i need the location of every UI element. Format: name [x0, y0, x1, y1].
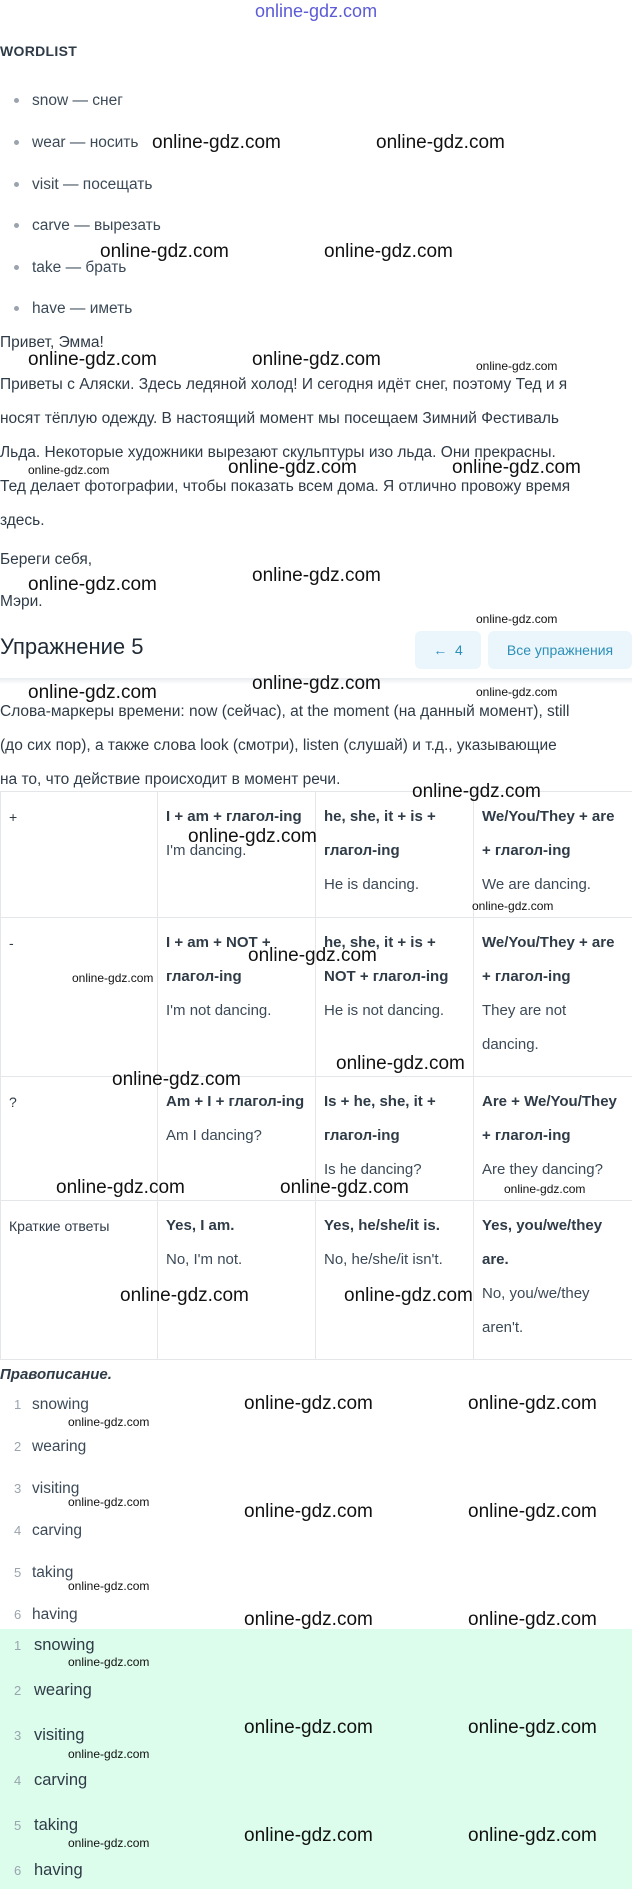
watermark: online-gdz.com — [344, 1285, 473, 1306]
bullet-icon — [14, 223, 19, 228]
prev-exercise-button[interactable]: ← 4 — [415, 631, 481, 669]
watermark: online-gdz.com — [468, 1393, 597, 1414]
table-cell: I + am + NOT + глагол-ing I'm not dancing. — [158, 918, 316, 1077]
wordlist-item: snow — снег — [14, 92, 123, 110]
table-cell: Yes, you/we/they are. No, you/we/they aren't. — [474, 1201, 632, 1360]
letter-closing: Береги себя, — [0, 551, 93, 568]
watermark: online-gdz.com — [336, 1053, 465, 1074]
watermark: online-gdz.com — [68, 1415, 150, 1429]
watermark: online-gdz.com — [244, 1501, 373, 1522]
answer-item: 1 snowing — [14, 1636, 95, 1654]
watermark: online-gdz.com — [56, 1177, 185, 1198]
watermark: online-gdz.com — [476, 612, 558, 626]
watermark: online-gdz.com — [28, 682, 157, 703]
letter-line: Льда. Некоторые художники вырезают скульптуры изо льда. Они прекрасны. — [0, 444, 556, 461]
watermark: online-gdz.com — [244, 1825, 373, 1846]
list-item: 4 carving — [14, 1522, 82, 1539]
bullet-icon — [14, 98, 19, 103]
answer-item: 2 wearing — [14, 1681, 92, 1699]
table-cell: he, she, it + is + NOT + глагол-ing He is not dancing. — [316, 918, 474, 1077]
watermark: online-gdz.com — [152, 132, 281, 153]
letter-line: носят тёплую одежду. В настоящий момент мы посещаем Зимний Фестиваль — [0, 410, 559, 427]
table-row — [1, 1201, 632, 1360]
answer-item: 5 taking — [14, 1816, 79, 1834]
watermark: online-gdz.com — [324, 241, 453, 262]
list-item: 1 snowing — [14, 1396, 89, 1413]
watermark: online-gdz.com — [472, 899, 554, 913]
watermark: online-gdz.com — [68, 1655, 150, 1669]
wordlist-item: take — брать — [14, 259, 126, 277]
grammar-table — [0, 791, 632, 1360]
site-logo[interactable]: online-gdz.com — [255, 1, 378, 21]
table-cell: Am + I + глагол-ing Am I dancing? — [158, 1077, 316, 1201]
row-header: + — [1, 792, 158, 918]
watermark: online-gdz.com — [468, 1717, 597, 1738]
watermark: online-gdz.com — [468, 1501, 597, 1522]
wordlist-item: visit — посещать — [14, 176, 152, 194]
watermark: online-gdz.com — [68, 1747, 150, 1761]
row-header: ? — [1, 1077, 158, 1201]
answer-item: 3 visiting — [14, 1726, 85, 1744]
watermark: online-gdz.com — [28, 574, 157, 595]
list-item: 5 taking — [14, 1564, 74, 1581]
watermark: online-gdz.com — [468, 1609, 597, 1630]
table-cell: Yes, I am. No, I'm not. — [158, 1201, 316, 1360]
table-cell: Is + he, she, it + глагол-ing Is he dancing? — [316, 1077, 474, 1201]
watermark: online-gdz.com — [252, 349, 381, 370]
watermark: online-gdz.com — [476, 685, 558, 699]
watermark: online-gdz.com — [120, 1285, 249, 1306]
answer-item: 4 carving — [14, 1771, 88, 1789]
watermark: online-gdz.com — [68, 1495, 150, 1509]
table-cell: We/You/They + are + глагол-ing They are not dancing. — [474, 918, 632, 1077]
exercise-title: Упражнение 5 — [0, 634, 144, 659]
time-markers-line: на то, что действие происходит в момент речи. — [0, 771, 341, 788]
watermark: online-gdz.com — [244, 1717, 373, 1738]
letter-line: здесь. — [0, 512, 45, 529]
bullet-icon — [14, 306, 19, 311]
wordlist-title: WORDLIST — [0, 43, 78, 59]
table-cell: he, she, it + is + глагол-ing He is dancing. — [316, 792, 474, 918]
list-item: 6 having — [14, 1606, 78, 1623]
list-item: 3 visiting — [14, 1480, 80, 1497]
all-exercises-button[interactable]: Все упражнения — [488, 631, 632, 669]
bullet-icon — [14, 140, 19, 145]
table-cell: We/You/They + are + глагол-ing We are dancing. — [474, 792, 632, 918]
table-row — [1, 918, 632, 1077]
table-cell: I + am + глагол-ing I'm dancing. — [158, 792, 316, 918]
wordlist-item: have — иметь — [14, 300, 132, 318]
watermark: online-gdz.com — [72, 971, 154, 985]
watermark: online-gdz.com — [28, 349, 157, 370]
letter-signature: Мэри. — [0, 593, 43, 610]
row-header: - — [1, 918, 158, 1077]
row-header: Краткие ответы — [1, 1201, 158, 1360]
table-cell: Yes, he/she/it is. No, he/she/it isn't. — [316, 1201, 474, 1360]
watermark: online-gdz.com — [68, 1836, 150, 1850]
letter-line: Приветы с Аляски. Здесь ледяной холод! И сегодня идёт снег, поэтому Тед и я — [0, 376, 568, 393]
time-markers-line: Слова-маркеры времени: now (сейчас), at the moment (на данный момент), still — [0, 703, 570, 720]
watermark: online-gdz.com — [68, 1579, 150, 1593]
watermark: online-gdz.com — [252, 565, 381, 586]
watermark: online-gdz.com — [504, 1182, 586, 1196]
wordlist-item: wear — носить — [14, 134, 138, 152]
watermark: online-gdz.com — [476, 359, 558, 373]
spelling-title: Правописание. — [0, 1366, 112, 1383]
letter-greeting: Привет, Эмма! — [0, 334, 104, 351]
watermark: online-gdz.com — [452, 457, 581, 478]
watermark: online-gdz.com — [376, 132, 505, 153]
watermark: online-gdz.com — [28, 463, 110, 477]
watermark: online-gdz.com — [412, 781, 541, 802]
watermark: online-gdz.com — [468, 1825, 597, 1846]
wordlist-item: carve — вырезать — [14, 217, 161, 235]
arrow-left-icon: ← — [433, 642, 448, 658]
watermark: online-gdz.com — [280, 1177, 409, 1198]
bullet-icon — [14, 265, 19, 270]
answer-item: 6 having — [14, 1861, 83, 1879]
watermark: online-gdz.com — [252, 673, 381, 694]
bullet-icon — [14, 182, 19, 187]
watermark: online-gdz.com — [100, 241, 229, 262]
letter-line: Тед делает фотографии, чтобы показать всем дома. Я отлично провожу время — [0, 478, 571, 495]
watermark: online-gdz.com — [248, 945, 377, 966]
watermark: online-gdz.com — [188, 826, 317, 847]
watermark: online-gdz.com — [112, 1069, 241, 1090]
watermark: online-gdz.com — [228, 457, 357, 478]
table-cell: Are + We/You/They + глагол-ing Are they dancing? — [474, 1077, 632, 1201]
list-item: 2 wearing — [14, 1438, 87, 1455]
watermark: online-gdz.com — [244, 1609, 373, 1630]
watermark: online-gdz.com — [244, 1393, 373, 1414]
time-markers-line: (до сих пор), а также слова look (смотри), listen (слушай) и т.д., указывающие — [0, 737, 557, 754]
